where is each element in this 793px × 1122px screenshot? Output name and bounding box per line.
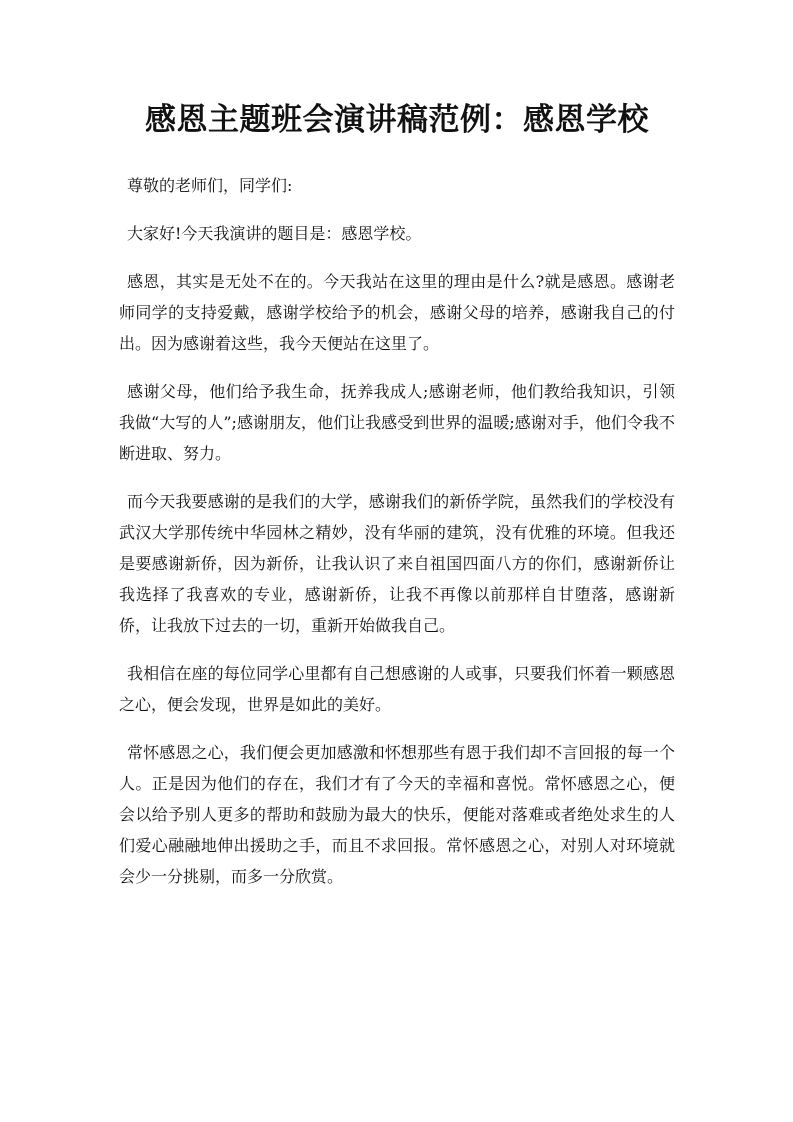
document-title: 感恩主题班会演讲稿范例：感恩学校 (145, 102, 649, 138)
body-paragraph: 而今天我要感谢的是我们的大学，感谢我们的新侨学院，虽然我们的学校没有武汉大学那传统中华园林之精妙，没有华丽的建筑，没有优雅的环境。但我还是要感谢新侨，因为新侨，让我认识了来自祖国四面八方的你们，感谢新侨让我选择了我喜欢的专业，感谢新侨，让我不再像以前那样自甘堕落，感谢新侨，让我放下过去的一切，重新开始做我自己。 (119, 492, 675, 635)
greeting-paragraph: 大家好!今天我演讲的题目是：感恩学校。 (127, 224, 422, 243)
body-paragraph: 感恩，其实是无处不在的。今天我站在这里的理由是什么?就是感恩。感谢老师同学的支持爱戴，感谢学校给予的机会，感谢父母的培养，感谢我自己的付出。因为感谢着这些，我今天便站在这里了。 (119, 272, 675, 353)
body-paragraph: 常怀感恩之心，我们便会更加感激和怀想那些有恩于我们却不言回报的每一个人。正是因为他们的存在，我们才有了今天的幸福和喜悦。常怀感恩之心，便会以给予别人更多的帮助和鼓励为最大的快乐，便能对落难或者绝处求生的人们爱心融融地伸出援助之手，而且不求回报。常怀感恩之心，对别人对环境就会少一分挑剔，而多一分欣赏。 (119, 743, 675, 886)
body-paragraph: 感谢父母，他们给予我生命，抚养我成人;感谢老师，他们教给我知识，引领我做“大写的人”;感谢朋友，他们让我感受到世界的温暖;感谢对手，他们令我不断进取、努力。 (119, 382, 675, 463)
document-page (119, 98, 675, 909)
document-body (119, 170, 675, 892)
body-paragraph: 我相信在座的每位同学心里都有自己想感谢的人或事，只要我们怀着一颗感恩之心，便会发现，世界是如此的美好。 (119, 664, 675, 714)
salutation-paragraph: 尊敬的老师们，同学们: (127, 176, 293, 195)
